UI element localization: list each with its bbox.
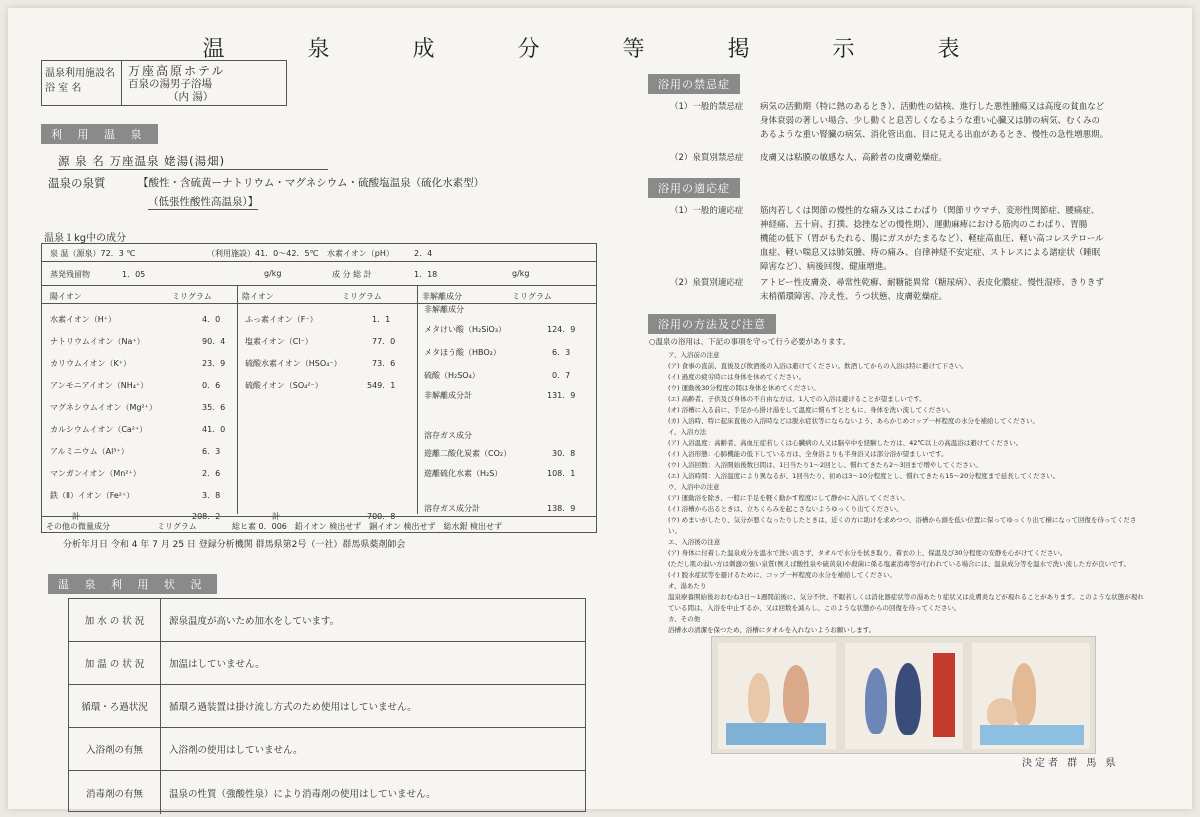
specific-ind-label: （2）泉質別適応症	[670, 278, 744, 288]
note-line: 浴槽水の清潔を保つため、浴槽にタオルを入れないようお願いします。	[668, 626, 876, 634]
note-line: エ、入浴後の注意	[668, 538, 721, 546]
note-line: (ア) 入浴温度：高齢者、高血圧症若しくは心臓病の人又は脳卒中を経験した方は、42℃以上の高温浴は避けてください。	[668, 439, 1023, 447]
ind-line: 神経痛、五十肩、打撲、捻挫などの慢性期）、運動麻痺における筋肉のこわばり、胃腸	[760, 220, 1088, 230]
bathtub-icon	[726, 723, 826, 745]
anion-name: 塩素イオン（Cl⁻）	[245, 337, 313, 346]
col-divider-2	[417, 286, 418, 514]
note-line: (エ) 入浴時間：入浴温度により異なるが、1回当たり、初めは3～10分程度とし、慣れてきたら15～20分程度まで延長してください。	[668, 472, 1060, 480]
anion-name: 硫酸イオン（SO₄²⁻）	[245, 381, 323, 390]
usage-value: 循環ろ過装置は掛け流し方式のため使用はしていません。	[169, 702, 417, 713]
gas-value: 30．8	[552, 449, 576, 458]
contra-line: あるような重い腎臓の病気、消化管出血、目に見える出血があるとき、慢性の急性増悪期。	[760, 130, 1109, 140]
facility-name: 万座高原ホテル	[128, 64, 226, 78]
usage-row	[69, 599, 585, 642]
nondiss-value: 124．9	[547, 325, 576, 334]
facility-values	[128, 65, 225, 104]
general-ind-label: （1）一般的適応症	[670, 206, 744, 216]
trace-label: その他の微量成分	[46, 522, 110, 531]
cation-name: マグネシウムイオン（Mg²⁺）	[50, 403, 157, 412]
trace-row	[42, 516, 596, 534]
notice-sheet	[8, 8, 1192, 809]
cations-header: 陽イオン	[50, 292, 82, 301]
door-icon	[933, 653, 955, 737]
cation-name: アルミニウム（Al³⁺）	[50, 447, 129, 456]
facility-box	[41, 60, 287, 106]
note-line: (オ) 浴槽に入る前に、手足から掛け湯をして温度に慣らすとともに、身体を洗い流してください。	[668, 406, 955, 414]
section-onsen-heading: 利 用 温 泉	[41, 124, 158, 144]
cation-total: 208．2	[192, 512, 221, 521]
gas-total: 138．9	[547, 504, 576, 513]
ph-label: 水素イオン（pH）	[327, 249, 394, 258]
usage-row	[69, 642, 585, 685]
illustration-panel-2	[845, 643, 963, 749]
anions-header: 陰イオン	[242, 292, 274, 301]
usage-row	[69, 728, 585, 771]
illustration-panel-3	[972, 643, 1090, 749]
nondiss-subtotal-label: 非解離成分計	[424, 391, 472, 400]
gas-name: 遊離硫化水素（H₂S）	[424, 469, 503, 478]
anion-total-label: 計	[272, 512, 280, 521]
trace-items: 総ヒ素 0．006 鉛イオン 検出せず 銅イオン 検出せず 総水銀 検出せず	[232, 522, 503, 531]
quality-text-2: （低張性酸性高温泉）】	[148, 196, 259, 208]
specific-contra-label: （2）泉質別禁忌症	[670, 153, 744, 163]
usage-key: 消毒剤の有無	[69, 771, 161, 814]
note-line: (イ) 浴槽から出るときは、立ちくらみを起こさないようゆっくり出てください。	[668, 505, 903, 513]
ind-line: アトピー性皮膚炎、尋常性乾癬、耐糖能異常（糖尿病）、表皮化膿症、慢性湿疹、きりきず	[760, 278, 1104, 288]
anion-total: 700．8	[367, 512, 396, 521]
note-line: オ、湯あたり	[668, 582, 707, 590]
total-unit: g/kg	[512, 269, 530, 278]
usage-row	[69, 771, 585, 814]
general-contra-label: （1）一般的禁忌症	[670, 102, 744, 112]
gas-name: 遊離二酸化炭素（CO₂）	[424, 449, 512, 458]
note-line: (ア) 身体に付着した温泉成分を温水で洗い流さず、タオルで水分を拭き取り、着衣の上、保温及び30分程度の安静を心がけてください。	[668, 549, 1067, 557]
note-line: (ア) 食事の直前、直後及び飲酒後の入浴は避けてください。飲酒してからの入浴は特に避けて下さい。	[668, 362, 968, 370]
contra-line: 病気の活動期（特に熱のあるとき）、活動性の結核、進行した悪性腫瘍又は高度の貧血など	[760, 102, 1105, 112]
solid-label: 蒸発残留物	[50, 270, 90, 279]
ind-line: 障害など）、病後回復、健康増進。	[760, 262, 892, 272]
figure-icon	[748, 673, 770, 723]
comp-row-temp	[42, 244, 596, 262]
ind-line: 血症、軽い喘息又は肺気腫、痔の痛み、自律神経不安定症、ストレスによる諸症状（睡眠	[760, 248, 1101, 258]
indication-heading: 浴用の適応症	[648, 178, 740, 198]
note-line: イ、入浴方法	[668, 428, 707, 436]
components-title: 温泉１kg中の成分	[44, 233, 127, 244]
facility-label: 温泉利用施設名	[45, 68, 115, 79]
figure-icon	[895, 663, 921, 735]
nondiss-value: 6．3	[552, 348, 571, 357]
usage-value: 加温はしていません。	[169, 659, 265, 670]
nondiss-subtotal: 131．9	[547, 391, 576, 400]
cation-value: 3．8	[202, 491, 221, 500]
cation-value: 0．6	[202, 381, 221, 390]
general-contra-text	[760, 100, 1108, 142]
gas-title: 溶存ガス成分	[424, 431, 472, 440]
anion-value: 77．0	[372, 337, 396, 346]
usage-value: 源泉温度が高いため加水をしています。	[169, 616, 340, 627]
cation-name: アンモニアイオン（NH₄⁺）	[50, 381, 149, 390]
specific-contra-text: 皮膚又は粘膜の敏感な人、高齢者の皮膚乾燥症。	[760, 153, 948, 163]
bath-label: 浴 室 名	[45, 83, 82, 94]
comp-row-headers	[42, 286, 596, 304]
cation-name: 水素イオン（H⁺）	[50, 315, 116, 324]
gas-total-label: 溶存ガス成分計	[424, 504, 480, 513]
method-heading: 浴用の方法及び注意	[648, 314, 776, 334]
illustration-panel-1	[718, 643, 836, 749]
cation-value: 90．4	[202, 337, 226, 346]
general-ind-text	[760, 204, 1104, 274]
usage-value: 入浴剤の使用はしていません。	[169, 745, 303, 756]
notes-intro: ○温泉の浴用は、下記の事項を守って行う必要があります。	[649, 337, 850, 346]
bathing-illustration	[711, 636, 1096, 754]
section-usage-heading: 温 泉 利 用 状 況	[48, 574, 217, 594]
ph-value: 2．4	[414, 249, 433, 258]
anion-name: ふっ素イオン（F⁻）	[245, 315, 318, 324]
cation-name: 鉄（Ⅱ）イオン（Fe²⁺）	[50, 491, 135, 500]
cation-value: 41．0	[202, 425, 226, 434]
note-line: (エ) 高齢者、子供及び身体の不自由な方は、1人での入浴は避けることが望ましいです。	[668, 395, 926, 403]
note-line: ウ、入浴中の注意	[668, 483, 720, 491]
col-divider-1	[237, 286, 238, 514]
usage-key: 加 温 の 状 況	[69, 642, 161, 684]
usage-key: 入浴剤の有無	[69, 728, 161, 770]
cation-value: 6．3	[202, 447, 221, 456]
contra-line: 身体衰弱の著しい場合、少し動くと息苦しくなるような重い心臓又は肺の病気、むくみの	[760, 116, 1101, 126]
solid-value: 1．05	[122, 270, 146, 279]
cation-name: カリウムイオン（K⁺）	[50, 359, 131, 368]
nondiss-name: メタほう酸（HBO₂）	[424, 348, 501, 357]
figure-icon	[865, 668, 887, 734]
note-line: (ウ) 運動後30分程度の間は身体を休めてください。	[668, 384, 820, 392]
anion-value: 549．1	[367, 381, 396, 390]
cation-value: 23．9	[202, 359, 226, 368]
anions-unit: ミリグラム	[342, 292, 382, 301]
comp-row-solid	[42, 262, 596, 286]
source-name: 源 泉 名 万座温泉 姥湯(湯畑)	[58, 153, 328, 170]
anion-value: 1．1	[372, 315, 391, 324]
temp-use: （利用施設）41．0～42．5℃	[207, 249, 319, 258]
ind-line: 機能の低下（胃がもたれる、腸にガスがたまるなど）、軽症高血圧、軽い高コレステロール	[760, 234, 1104, 244]
bathtub-icon	[980, 725, 1084, 745]
note-line: (カ) 入浴時、特に起床直後の入浴時などは脱水症状等にならないよう、あらかじめコップ一杯程度の水分を補給してください。	[668, 417, 1040, 425]
note-line: (ウ) めまいがしたり、気分が悪くなったりしたときは、近くの方に助けを求めつつ、浴槽から頭を低い位置に保ってゆっくり出て横になって回復を待ってください。	[668, 516, 1137, 535]
cations-unit: ミリグラム	[172, 292, 212, 301]
analysis-date: 分析年月日 令和 4 年 7 月 25 日 登録分析機関 群馬県第2号（一社）群馬県薬剤師会	[63, 540, 406, 550]
usage-table	[68, 598, 586, 812]
note-line: ア、入浴前の注意	[668, 351, 720, 359]
bath-sub: （内 湯）	[168, 91, 214, 103]
cation-total-label: 計	[72, 512, 80, 521]
total-label: 成 分 総 計	[332, 270, 372, 279]
usage-row	[69, 685, 585, 728]
quality-text: 【酸性・含硫黄ーナトリウム・マグネシウム・硫酸塩温泉（硫化水素型）	[138, 177, 485, 189]
note-line: (ウ) 入浴回数：入浴開始後数日間は、1日当たり1～2回とし、慣れてきたら2～3回まで増やしてください。	[668, 461, 982, 469]
cation-value: 2．6	[202, 469, 221, 478]
page-title: 温 泉 成 分 等 掲 示 表	[202, 37, 998, 62]
gas-value: 108．1	[547, 469, 576, 478]
nondiss-value: 0．7	[552, 371, 571, 380]
note-line: (イ) 過度の疲労時には身体を休めてください。	[668, 373, 806, 381]
nondiss-unit: ミリグラム	[512, 292, 552, 301]
composition-table	[41, 243, 597, 533]
figure-icon	[987, 698, 1017, 728]
nondiss-title: 非解離成分	[424, 305, 464, 314]
cation-name: マンガンイオン（Mn²⁺）	[50, 469, 141, 478]
note-line: 温泉療養開始後おおむね3日～1週間前後に、気分不快、不眠若しくは消化器症状等の湯あたり症状又は皮膚炎などが現れることがあります。このような状態が現れている間は、入浴を中止するか、又は回数を減らし、このような状態からの回復を待ってください。	[668, 593, 1144, 612]
note-line: (ただし肌の弱い方は刺激の強い泉質(例えば酸性泉や硫黄泉)や殺菌に係る塩素消毒等が行われている場合には、温泉成分等を温水で洗い流した方が良いです。	[668, 560, 1131, 568]
solid-unit: g/kg	[264, 269, 282, 278]
anion-name: 硫酸水素イオン（HSO₄⁻）	[245, 359, 342, 368]
nondiss-name: 硫酸（H₂SO₄）	[424, 371, 480, 380]
usage-value: 温泉の性質（強酸性泉）により消毒剤の使用はしていません。	[169, 788, 436, 800]
quality-label: 温泉の泉質	[48, 176, 106, 190]
note-line: カ、その他	[668, 615, 701, 623]
contraindication-heading: 浴用の禁忌症	[648, 74, 740, 94]
decider: 決定者 群 馬 県	[1022, 758, 1119, 769]
note-line: (イ) 脱水症状等を避けるために、コップ一杯程度の水分を補給してください。	[668, 571, 897, 579]
nondiss-name: メタけい酸（H₂SiO₃）	[424, 325, 507, 334]
note-line: (イ) 入浴形態：心肺機能の低下している方は、全身浴よりも半身浴又は部分浴が望ましいです。	[668, 450, 948, 458]
cation-name: ナトリウムイオン（Na⁺）	[50, 337, 145, 346]
usage-key: 循環・ろ過状況	[69, 685, 161, 727]
figure-icon	[783, 665, 809, 725]
cation-value: 35．6	[202, 403, 226, 412]
ind-line: 筋肉若しくは関節の慢性的な痛み又はこわばり（関節リウマチ、変形性関節症、腰痛症、	[760, 206, 1100, 216]
bath-name: 百泉の湯男子浴場	[128, 78, 212, 90]
ind-line: 末梢循環障害、冷え性、うつ状態、皮膚乾燥症。	[760, 292, 948, 302]
total-value: 1．18	[414, 270, 438, 279]
usage-key: 加 水 の 状 況	[69, 599, 161, 641]
temp-source: 泉 温（源泉）72．3 ℃	[50, 249, 136, 258]
specific-ind-text	[760, 276, 1104, 304]
cation-value: 4．0	[202, 315, 221, 324]
facility-labels	[42, 61, 122, 105]
anion-value: 73．6	[372, 359, 396, 368]
trace-unit: ミリグラム	[157, 522, 197, 531]
nondiss-header: 非解離成分	[422, 292, 462, 301]
cation-name: カルシウムイオン（Ca²⁺）	[50, 425, 148, 434]
note-line: (ア) 運動浴を除き、一般に手足を軽く動かす程度にして静かに入浴してください。	[668, 494, 909, 502]
notes-list	[668, 350, 1148, 636]
